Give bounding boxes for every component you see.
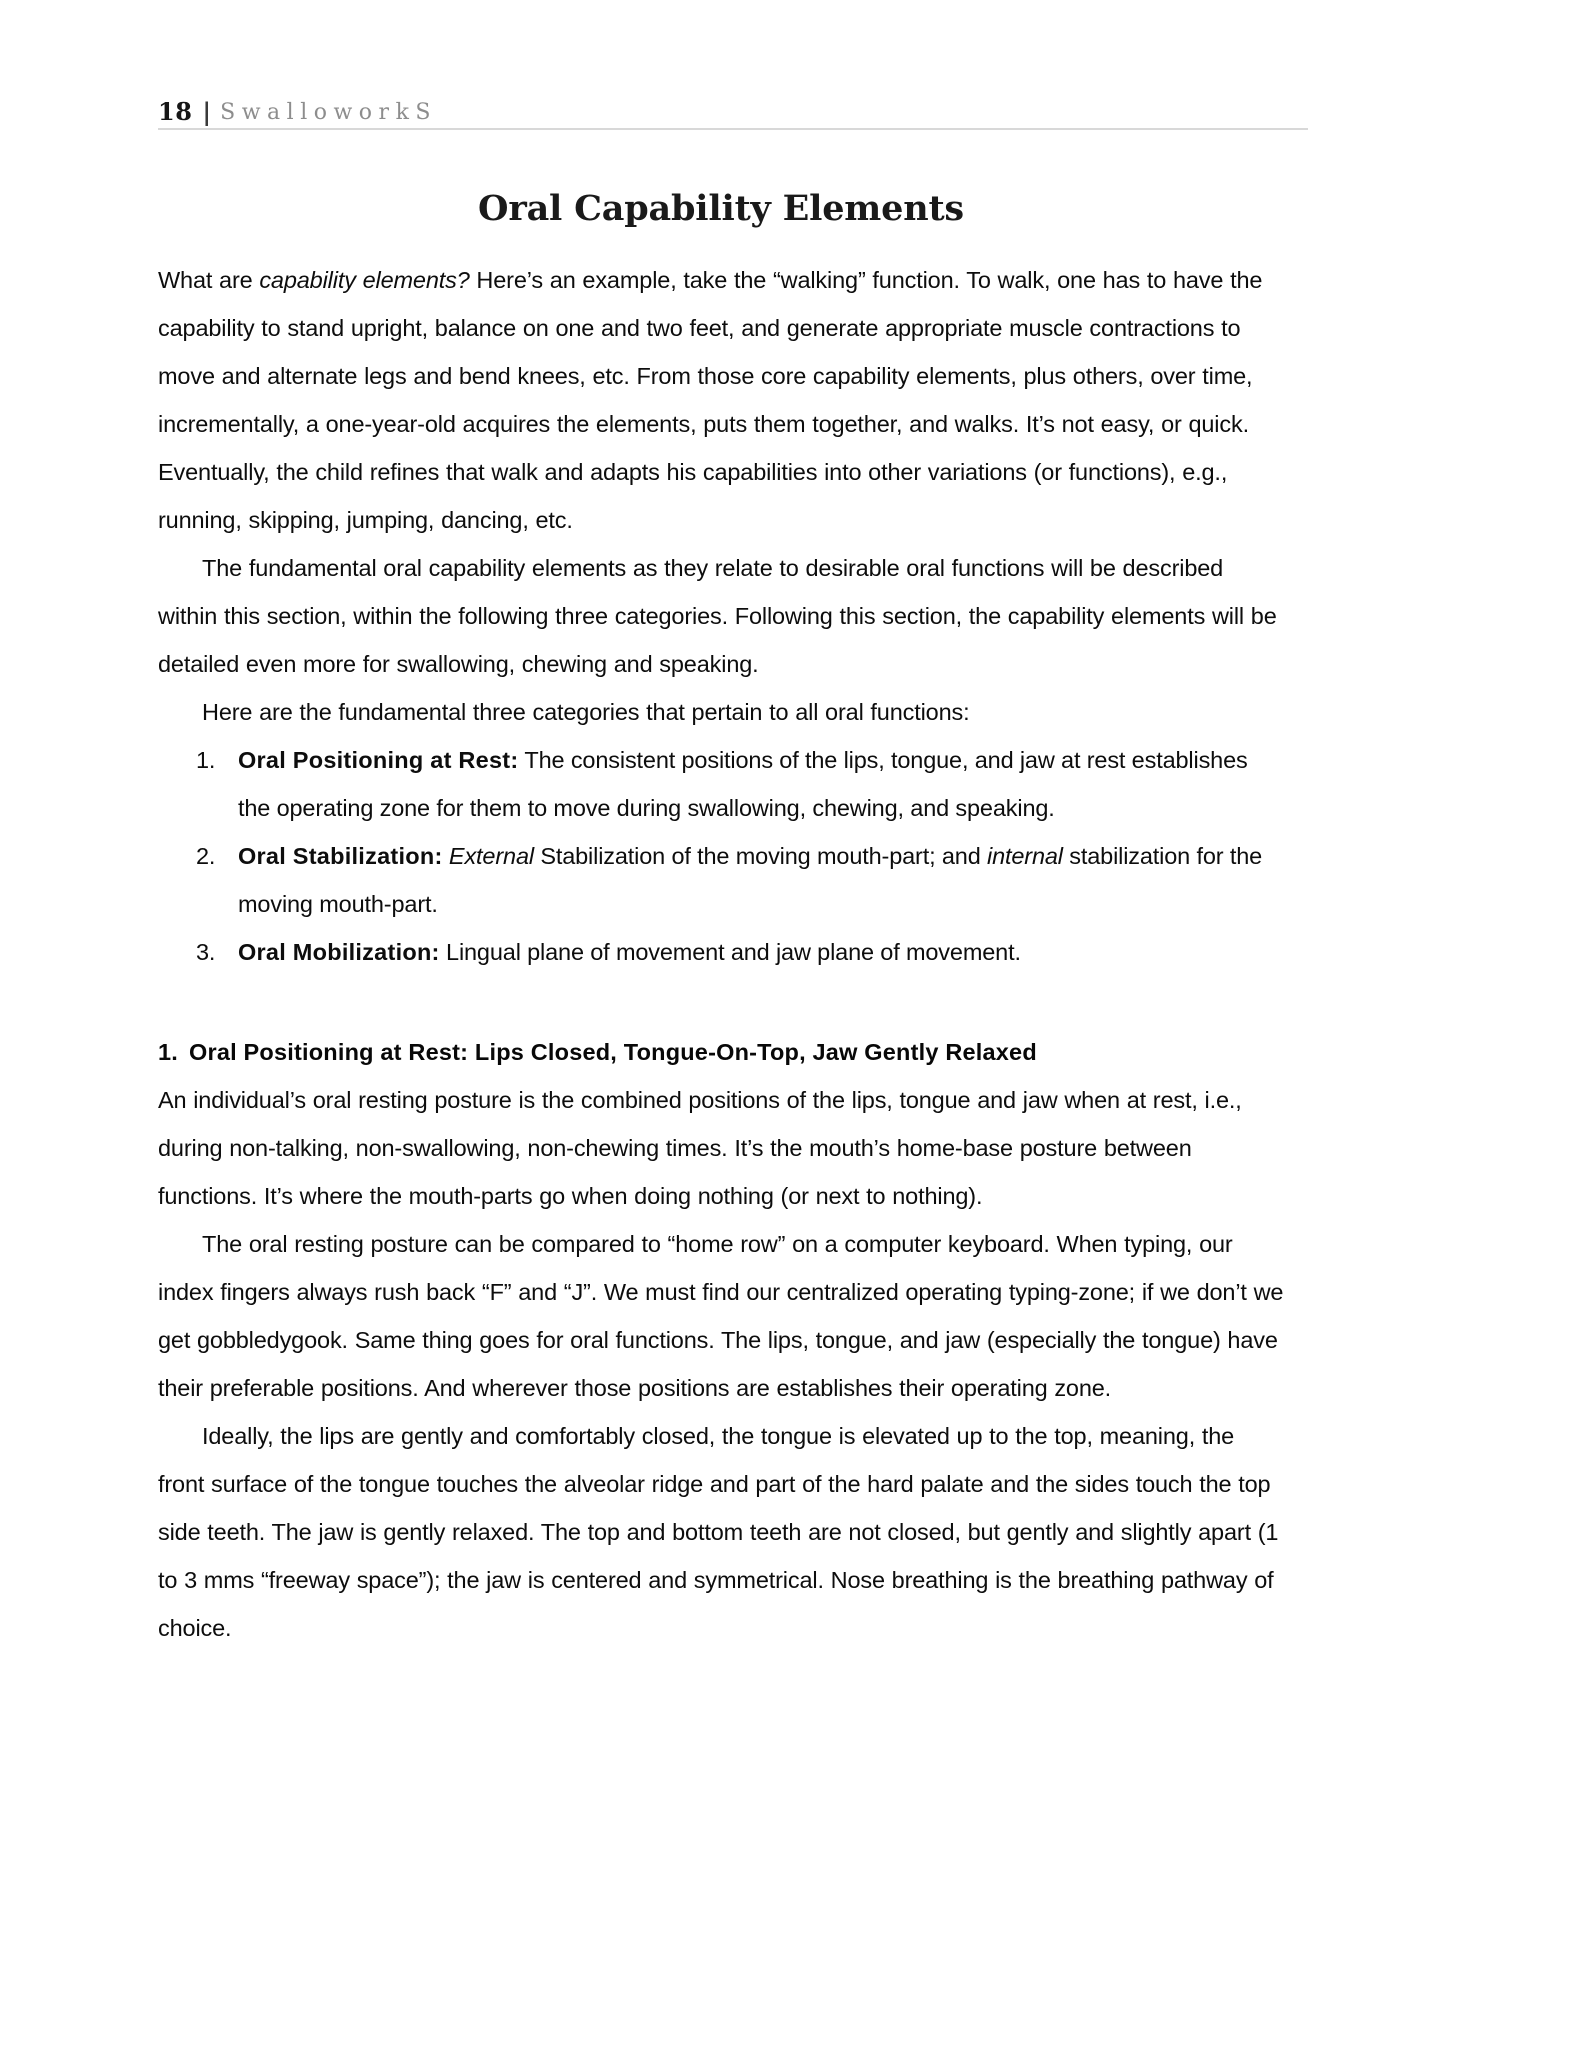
document-body: [158, 188, 1284, 1652]
section-spacer: [158, 976, 1284, 1028]
list-item-lead: Oral Stabilization:: [238, 843, 443, 869]
list-item-text-mid: Stabilization of the moving mouth-part; and: [533, 843, 987, 869]
page-title: Oral Capability Elements: [478, 188, 964, 229]
list-item-number: 1.: [196, 747, 216, 773]
list-item: [158, 928, 1284, 976]
paragraph-ideal-posture: Ideally, the lips are gently and comfortably closed, the tongue is elevated up to the top, meaning, the front surface of the tongue touches the alveolar ridge and part of the hard palate and the sides touch the top side teeth. The jaw is gently relaxed. The top and bottom teeth are not closed, but gently and slightly apart (1 to 3 mms “freeway space”); the jaw is centered and symmetrical. Nose breathing is the breathing pathway of choice.: [158, 1423, 1279, 1641]
list-item-emphasis-external: External: [448, 843, 534, 869]
intro-text-b: Here’s an example, take the “walking” function. To walk, one has to have the capability to stand upright, balance on one and two feet, and generate appropriate muscle contractions to move and alternate legs and bend knees, etc. From those core capability elements, plus others, over time, incrementally, a one-year-old acquires the elements, puts them together, and walks. It’s not easy, or quick. Eventually, the child refines that walk and adapts his capabilities into other variations (or functions), e.g., running, skipping, jumping, dancing, etc.: [158, 267, 1263, 533]
list-item-number: 3.: [196, 939, 216, 965]
paragraph-resting-posture: An individual’s oral resting posture is the combined positions of the lips, tongue and jaw when at rest, i.e., during non-talking, non-swallowing, non-chewing times. It’s the mouth’s home-base posture between functions. It’s where the mouth-parts go when doing nothing (or next to nothing).: [158, 1087, 1242, 1209]
list-item: [158, 832, 1284, 928]
list-item-text: Lingual plane of movement and jaw plane of movement.: [439, 939, 1021, 965]
paragraph-fundamentals: The fundamental oral capability elements as they relate to desirable oral functions will be described within this section, within the following three categories. Following this section, the capability elements will be detailed even more for swallowing, chewing and speaking.: [158, 555, 1277, 677]
list-item: [158, 736, 1284, 832]
list-item-emphasis-internal: internal: [987, 843, 1063, 869]
list-item-lead: Oral Mobilization:: [238, 939, 440, 965]
header-separator: |: [202, 97, 212, 126]
list-item-number: 2.: [196, 843, 216, 869]
book-title: SwalloworkS: [220, 100, 437, 125]
page-number: 18: [158, 97, 193, 126]
section-heading-text: Oral Positioning at Rest: Lips Closed, Tongue-On-Top, Jaw Gently Relaxed: [189, 1039, 1037, 1065]
section-heading-number: 1.: [158, 1039, 178, 1065]
paragraph-intro: [158, 256, 1284, 544]
section-heading: [158, 1028, 1284, 1076]
paragraph-home-row: The oral resting posture can be compared to “home row” on a computer keyboard. When typing, our index fingers always rush back “F” and “J”. We must find our centralized operating typing-zone; if we don’t we get gobbledygook. Same thing goes for oral functions. The lips, tongue, and jaw (especially the tongue) have their preferable positions. And wherever those positions are establishes their operating zone.: [158, 1231, 1284, 1401]
categories-list: [158, 736, 1284, 976]
intro-text-a: What are: [158, 267, 260, 293]
list-item-text-end: stabilization for the moving mouth-part.: [238, 843, 1263, 917]
running-header: [158, 84, 1308, 130]
intro-emphasis: capability elements?: [259, 267, 470, 293]
paragraph-categories-lead: Here are the fundamental three categories that pertain to all oral functions:: [202, 699, 970, 725]
list-item-lead: Oral Positioning at Rest:: [238, 747, 519, 773]
list-item-text: The consistent positions of the lips, tongue, and jaw at rest establishes the operating zone for them to move during swallowing, chewing, and speaking.: [238, 747, 1248, 821]
